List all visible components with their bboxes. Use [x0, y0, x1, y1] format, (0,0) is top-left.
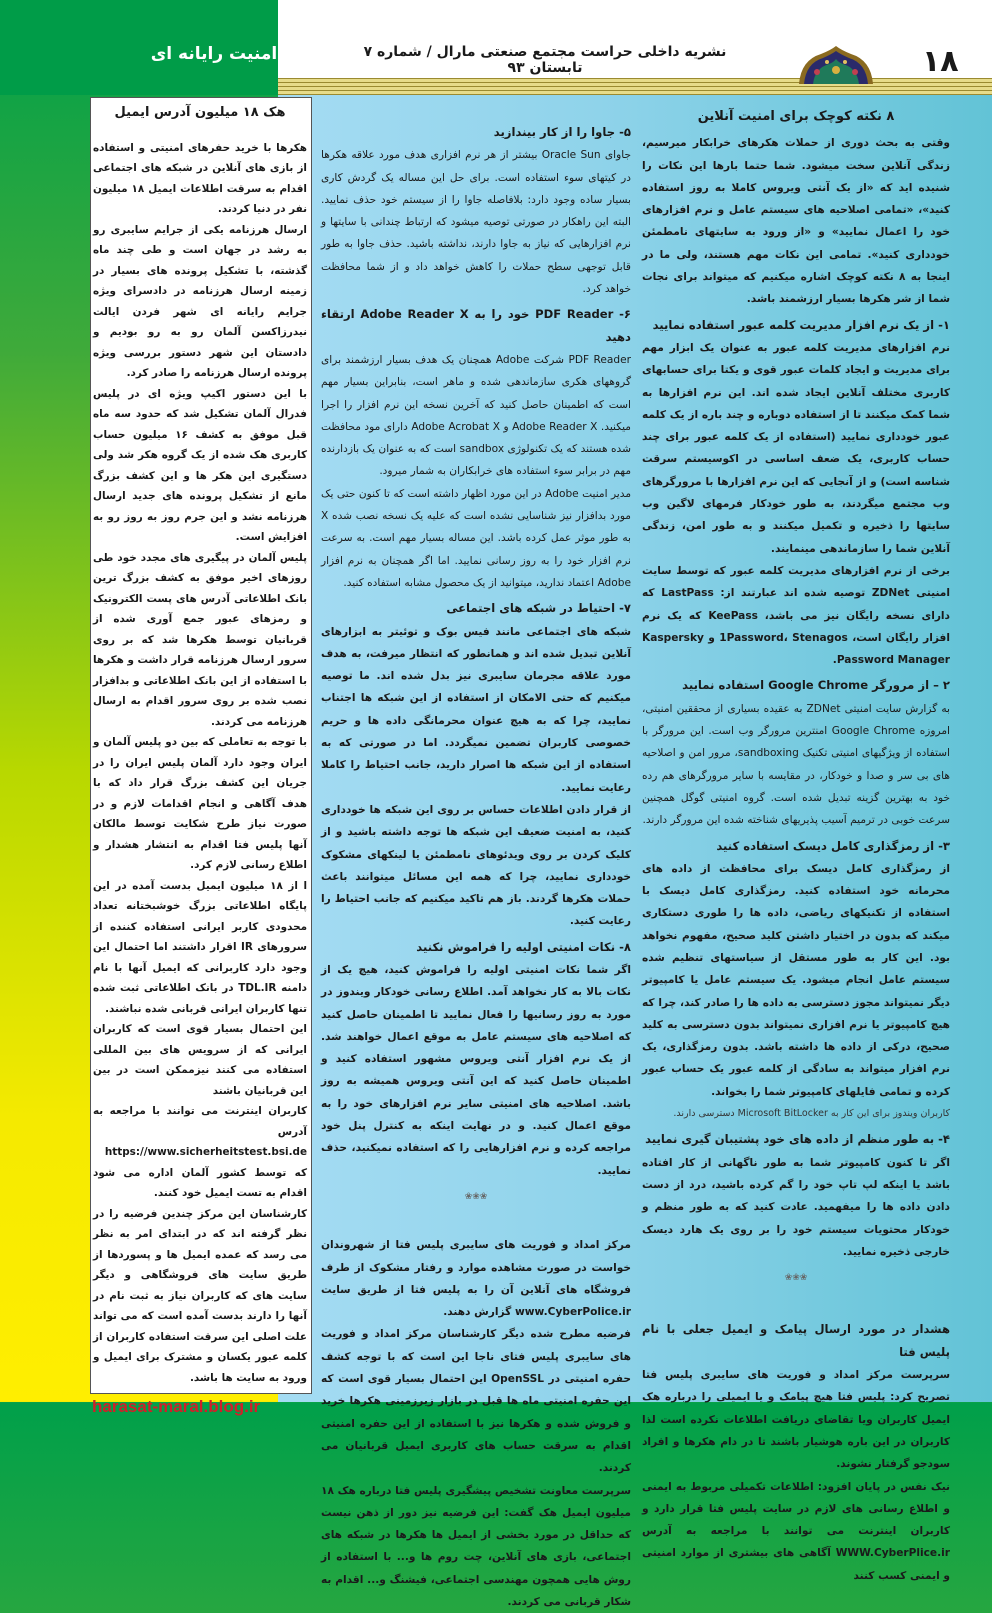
section-heading: ۳- از رمزگذاری کامل دیسک استفاده کنید: [716, 838, 950, 853]
paragraph: وقتی به بحث دوری از حملات هکرهای خرابکار میرسیم، زندگی آنلاین سخت میشود. شما حتما بارها این نکات را شنیده اید که «از یک آنتی ویروس کاملا به روز استفاده کنید»، «تمامی اصلاحیه های سیستم عامل و نرم افزارهای خود را اعمال نمایید» و «از ورود به سایتهای نامطمئن خودداری کنید». تمامی این نکات مهم هستند، ولی ما در اینجا به ۸ نکته کوچک اشاره میکنیم که میتواند برای نجات شما از شر هکرها بسیار ارزشمند باشد.: [642, 137, 950, 306]
section-heading: ۱- از یک نرم افزار مدیریت کلمه عبور استفاده نمایید: [652, 317, 950, 332]
section-heading: ۵- جاوا را از کار بیندازید: [493, 125, 631, 139]
paragraph: سرپرست معاونت تشخیص پیشگیری پلیس فتا درباره هک ۱۸ میلیون ایمیل هک گفت: این فرضیه نیز دور از ذهن نیست که حداقل در مورد بخشی از ایمیل ها هکرها در شبکه های اجتماعی، بازی های آنلاین، چت روم ها و... با استفاده از روش هایی همچون مهندسی اجتماعی، فیشنگ و... اقدام به شکار قربانی می کردند.: [321, 1484, 631, 1608]
section-heading: هشدار در مورد ارسال پیامک و ایمیل جعلی با نام پلیس فتا: [642, 1322, 950, 1359]
paragraph: پلیس آلمان در پیگیری های مجدد خود طی روزهای اخیر موفق به کشف بزرگ ترین بانک اطلاعاتی آدرس های پست الکترونیک و رمزهای عبور جمع آوری شده از قربانیان توسط هکرها شد که بر روی سرور ارسال هرزنامه قرار داشت و هکرها با استفاده از این بانک اطلاعاتی و بدافزار نصب شده بر روی سرور اقدام به ارسال هرزنامه می کردند.: [93, 551, 307, 728]
section-heading: ۶- PDF Reader خود را به Adobe Reader X ارتقاء دهید: [321, 307, 631, 344]
blog-url-link[interactable]: harasat-maral.blog.ir: [92, 1397, 261, 1416]
paragraph: نیک نفس در پایان افزود: اطلاعات تکمیلی مربوط به ایمنی و اطلاع رسانی های لازم در سایت پلیس فتا قرار دارد و کاربران اینترنت می توانند با مراجعه به آدرس WWW.CyberPlice.ir آگاهی های بیشتری از موارد امنیتی و ایمنی کسب کنند: [642, 1480, 950, 1582]
separator: ❀❀❀: [784, 1273, 808, 1284]
middle-column: [321, 118, 631, 1613]
paragraph: کارشناسان این مرکز چندین فرضیه را در نظر گرفته اند که در ابتدای امر به نظر می رسد که عمده ایمیل ها و پسوردها از طریق سایت های فروشگاهی و دیگر سایت های که کاربران نیاز به ثبت نام در آنها را دارند بدست آمده است که می تواند علت اصلی این سرقت استفاده کاربران از کلمه عبور یکسان و مشترک برای ایمیل و ورود به سایت ها باشد.: [93, 1207, 307, 1384]
paragraph: اگر تا کنون کامپیوتر شما به طور ناگهانی از کار افتاده باشد یا اینکه لپ تاپ خود را گم کرده باشید، درد از دست دادن داده ها را میفهمید. عادت کنید که به طور منظم و خودکار محتویات سیستم خود را بر روی یک هارد دیسک خارجی ذخیره نمایید.: [642, 1156, 950, 1258]
paragraph: این احتمال بسیار قوی است که کاربران ایرانی که از سرویس های بین المللی استفاده می کنند نیزممکن است در بین این قربانیان باشند: [93, 1023, 307, 1097]
paragraph: از قرار دادن اطلاعات حساس بر روی این شبکه ها خودداری کنید، به امنیت ضعیف این شبکه ها توجه داشته باشید و از کلیک کردن بر روی ویدئوهای نامطمئن یا لینکهای مشکوک خودداری نمایید، چرا که همه این مسائل میتوانند باعث حملات هکرها گردند. باز هم تاکید میکنیم که جانب احتیاط را رعایت کنید.: [321, 803, 631, 928]
paragraph: جاوای Oracle Sun بیشتر از هر نرم افزاری هدف مورد علاقه هکرها در کیتهای سوء استفاده است. برای حل این مساله یک گردش کاری بسیار ساده وجود دارد: بلافاصله جاوا را از سیستم خود حذف نمایید. البته این راهکار در صورتی توصیه میشود که ارتباط چندانی با سایتها و نرم افزارهایی که نیاز به جاوا دارند، نداشته باشید. حذف جاوا به طور قابل توجهی سطح حملات را کاهش خواهد داد و از شما محافظت خواهد کرد.: [321, 149, 632, 296]
section-heading: ۷- احتیاط در شبکه های اجتماعی: [446, 601, 631, 616]
article-title: ۸ نکته کوچک برای امنیت آنلاین: [697, 109, 895, 124]
ornament-icon: [797, 46, 875, 84]
paragraph: اگر شما نکات امنیتی اولیه را فراموش کنید، هیچ یک از نکات بالا به کار نخواهد آمد. اطلاع رسانی خودکار ویندوز در مورد به روز رسانیها را فعال نمایید تا اطمینان حاصل کنید که اصلاحیه های سیستم عامل به موقع اعمال خواهند شد. از یک نرم افزار آنتی ویروس مشهور استفاده کنید و اطمینان حاصل کنید که این آنتی ویروس همیشه به روز باشد. اصلاحیه های امنیتی سایر نرم افزارهای خود را به موقع اعمال کنید. و در نهایت اینکه به کنترل پنل خود مراجعه کرده و نرم افزارهایی را که استفاده نمیکنید، حذف نمایید.: [321, 963, 631, 1177]
section-heading: ۲ – از مرورگر Google Chrome استفاده نمایید: [682, 678, 950, 693]
header-stripes: [278, 78, 992, 95]
publication-title: نشریه داخلی حراست مجتمع صنعتی مارال / شماره ۷ تابستان ۹۳: [363, 44, 727, 76]
paragraph: PDF Reader شرکت Adobe همچنان یک هدف بسیار ارزشمند برای گروههای هکری سازماندهی شده و ماهر است، بنابراین بسیار مهم است که اطمینان حاصل کنید که آخرین نسخه این نرم افزار را اجرا میکنید. Adobe Reader X و Adobe Acrobat X دارای مود محافظت شده هستند که یک تکنولوژی sandbox است که به عنوان یک بازدارنده مهم در برابر سوء استفاده های خرابکاران به شمار میرود.: [321, 353, 632, 478]
article-title: هک ۱۸ میلیون آدرس ایمیل: [114, 105, 286, 120]
right-column: [642, 106, 950, 1587]
paragraph: کاربران اینترنت می توانند با مراجعه به آدرس https://www.sicherheitstest.bsi.de که توسط کشور آلمان اداره می شود اقدام به تست ایمیل خود کنند.: [93, 1105, 307, 1199]
spacer: [642, 1293, 950, 1315]
paragraph: مدیر امنیت Adobe در این مورد اظهار داشته است که تا کنون حتی یک مورد بدافزار نیز شناسایی نشده است که علیه یک نسخه نصب شده X به طور موثر عمل کرده باشد. این مساله بسیار مهم است. به سرعت نرم افزار خود را به روز رسانی نمایید. اما اگر همچنان به نرم افزار Adobe اعتماد ندارید، میتوانید از یک محصول مشابه استفاده کنید.: [321, 487, 631, 589]
page-number: ۱۸: [922, 44, 959, 79]
paragraph: سرپرست مرکز امداد و فوریت های سایبری پلیس فتا تصریح کرد: پلیس فتا هیچ پیامک و یا ایمیلی را درباره هک ایمیل کاربران ویا تقاضای دریافت اطلاعات نکرده است لذا کاربران در این باره هوشیار باشند تا در دام هکرها و افراد سودجو گرفتار نشوند.: [642, 1369, 950, 1471]
separator: ❀❀❀: [464, 1191, 488, 1202]
spacer: [321, 1212, 631, 1234]
paragraph: با توجه به تعاملی که بین دو پلیس آلمان و ایران وجود دارد آلمان پلیس ایران را در جریان این کشف بزرگ قرار داد که با هدف آگاهی و انجام اقدامات لازم و در صورت نیاز طرح شکایت توسط مالکان آنها پلیس فتا اقدام به انتشار هشدار و اطلاع رسانی لازم کرد.: [93, 736, 307, 871]
paragraph: ارسال هرزنامه یکی از جرایم سایبری رو به رشد در جهان است و طی چند ماه گذشته، با تشکیل پرونده های بسیار در زمینه ارسال هرزنامه در دادسرای ویژه جرایم رایانه ای شهر فردن ایالت نیدرزاکسن آلمان رو به رو بودیم و دادستان این شهر دستور بررسی ویژه پرونده ارسال هرزنامه را صادر کرد.: [93, 223, 307, 379]
left-column: [93, 103, 307, 1388]
section-label: امنیت رایانه ای: [150, 44, 278, 64]
paragraph: ا از ۱۸ میلیون ایمیل بدست آمده در این پایگاه اطلاعاتی بزرگ خوشبختانه تعداد محدودی کاربر ایرانی استفاده کننده از سرورهای IR اقرار داشتند اما احتمال این وجود دارد کاربرانی که ایمیل آنها با نام دامنه TDL.IR در بانک اطلاعاتی ثبت شده تنها کاربران ایرانی قربانی شده نباشند.: [93, 879, 308, 1015]
paragraph: مرکز امداد و فوریت های سایبری پلیس فتا از شهروندان خواست در صورت مشاهده موارد و رفتار مشکوک از طرف فروشگاه های آنلاین آن را به پلیس فتا از طریق سایت www.CyberPolice.ir گزارش دهند.: [321, 1239, 631, 1319]
paragraph: فرضیه مطرح شده دیگر کارشناسان مرکز امداد و فوریت های سایبری پلیس فتای ناجا این است که با توجه کشف حفره امنیتی در OpenSSL این احتمال بسیار قوی است که این حفره امنیتی ماه ها قبل در بازار زیرزمینی هکرها خرید و فروش شده و هکرها نیز با استفاده از این حفره امنیتی اقدام به سرقت حساب های کاربری ایمیل قربانیان می کردند.: [321, 1328, 631, 1475]
note-text: کاربران ویندوز برای این کار به Microsoft BitLocker دسترسی دارند.: [673, 1108, 950, 1120]
paragraph: به گزارش سایت امنیتی ZDNet به عقیده بسیاری از محققین امنیتی، امروزه Google Chrome امنترین مرورگر وب است. این مرورگر با استفاده از ویژگیهای امنیتی تکنیک sandboxing، مرور امن و اصلاحیه های بی سر و صدا و خودکار، در مقایسه با سایر مرورگرهای هم رده خود به بهترین گزینه تبدیل شده است. گروه امنیتی گوگل همچنین سرعت خوبی در ترمیم آسیب پذیریهای شناخته شده این مرورگر دارند.: [642, 702, 950, 827]
paragraph: از رمزگذاری کامل دیسک برای محافظت از داده های محرمانه خود استفاده کنید. رمزگذاری کامل دیسک با استفاده از تکنیکهای ریاضی، داده ها را طوری دستکاری میکند که بدون در اختیار داشتن کلید صحیح، مفهوم نخواهد بود. این کار به طور مستقل از سیاستهای تنظیم شده سیستم عامل انجام میشود. یک سیستم عامل یا کامپیوتر دیگر نمیتواند مجوز دسترسی به داده ها را صادر کند، چرا که هیچ کامپیوتر یا نرم افزاری نمیتواند بدون دسترسی به کلید صحیح، درکی از داده ها داشته باشد. بدون رمزگذاری، یک نرم افزار میتواند به سادگی از کلمه عبور یک حساب عبور کرده و تمامی فایلهای کامپیوتر شما را بخواند.: [642, 862, 950, 1098]
paragraph: شبکه های اجتماعی مانند فیس بوک و توئیتر به ابزارهای آنلاین تبدیل شده اند و همانطور که انتظار میرفت، به هدف مورد علاقه مجرمان سایبری نیز بدل شده اند. ما توصیه میکنیم که حتی الامکان از استفاده از این شبکه ها اجتناب نمایید، چرا که به هیچ عنوان محرمانگی داده ها و حریم خصوصی کاربران تضمین نمیگردد. اما در صورتی که به استفاده از این شبکه ها اصرار دارید، جانب احتیاط را کاملا رعایت نمایید.: [321, 625, 631, 794]
spacer: [93, 128, 307, 138]
paragraph: نرم افزارهای مدیریت کلمه عبور به عنوان یک ابزار مهم برای مدیریت و ایجاد کلمات عبور قوی و یکتا برای حسابهای کاربری مختلف آنلاین ایجاد شده اند. این نرم افزارها به شما کمک میکنند تا از استفاده دوباره و چند باره از یک کلمه عبور خودداری نمایید (استفاده از یک کلمه عبور برای چند حساب کاربری، یک ضعف اساسی در اکوسیستم سرقت شناسه است) و از آنجایی که این نرم افزارها با مرورگرهای وب مجتمع میگردند، به طور خودکار فرمهای لاگین وب سایتها را ذخیره و تکمیل میکنند و به طور امن، زندگی آنلاین شما را سازماندهی مینمایند.: [642, 341, 950, 555]
paragraph: با این دستور اکیپ ویژه ای در پلیس فدرال آلمان تشکیل شد که حدود سه ماه قبل موفق به کشف ۱۶ میلیون حساب کاربری هک شده از یک گروه هکر شد ولی دستگیری این هکر ها و این کشف بزرگ مانع از تشکیل پرونده های جدید ارسال هرزنامه نشد و این جرم روز به روز رو به افزایش است.: [93, 387, 307, 543]
paragraph: برخی از نرم افزارهای مدیریت کلمه عبور که توسط سایت امنیتی ZDNet توصیه شده اند عبارتند از: LastPass که دارای نسخه رایگان نیز می باشد، KeePass که یک نرم افزار رایگان است، 1Password، Stenagos و Kaspersky Password Manager.: [642, 564, 950, 667]
paragraph: هکرها با خرید حفرهای امنیتی و استفاده از بازی های آنلاین در شبکه های اجتماعی اقدام به سرقت اطلاعات ایمیل ۱۸ میلیون نفر در دنیا کردند.: [93, 141, 307, 215]
section-heading: ۸- نکات امنیتی اولیه را فراموش نکنید: [416, 939, 631, 954]
section-heading: ۴- به طور منظم از داده های خود پشتیبان گیری نمایید: [645, 1132, 950, 1147]
